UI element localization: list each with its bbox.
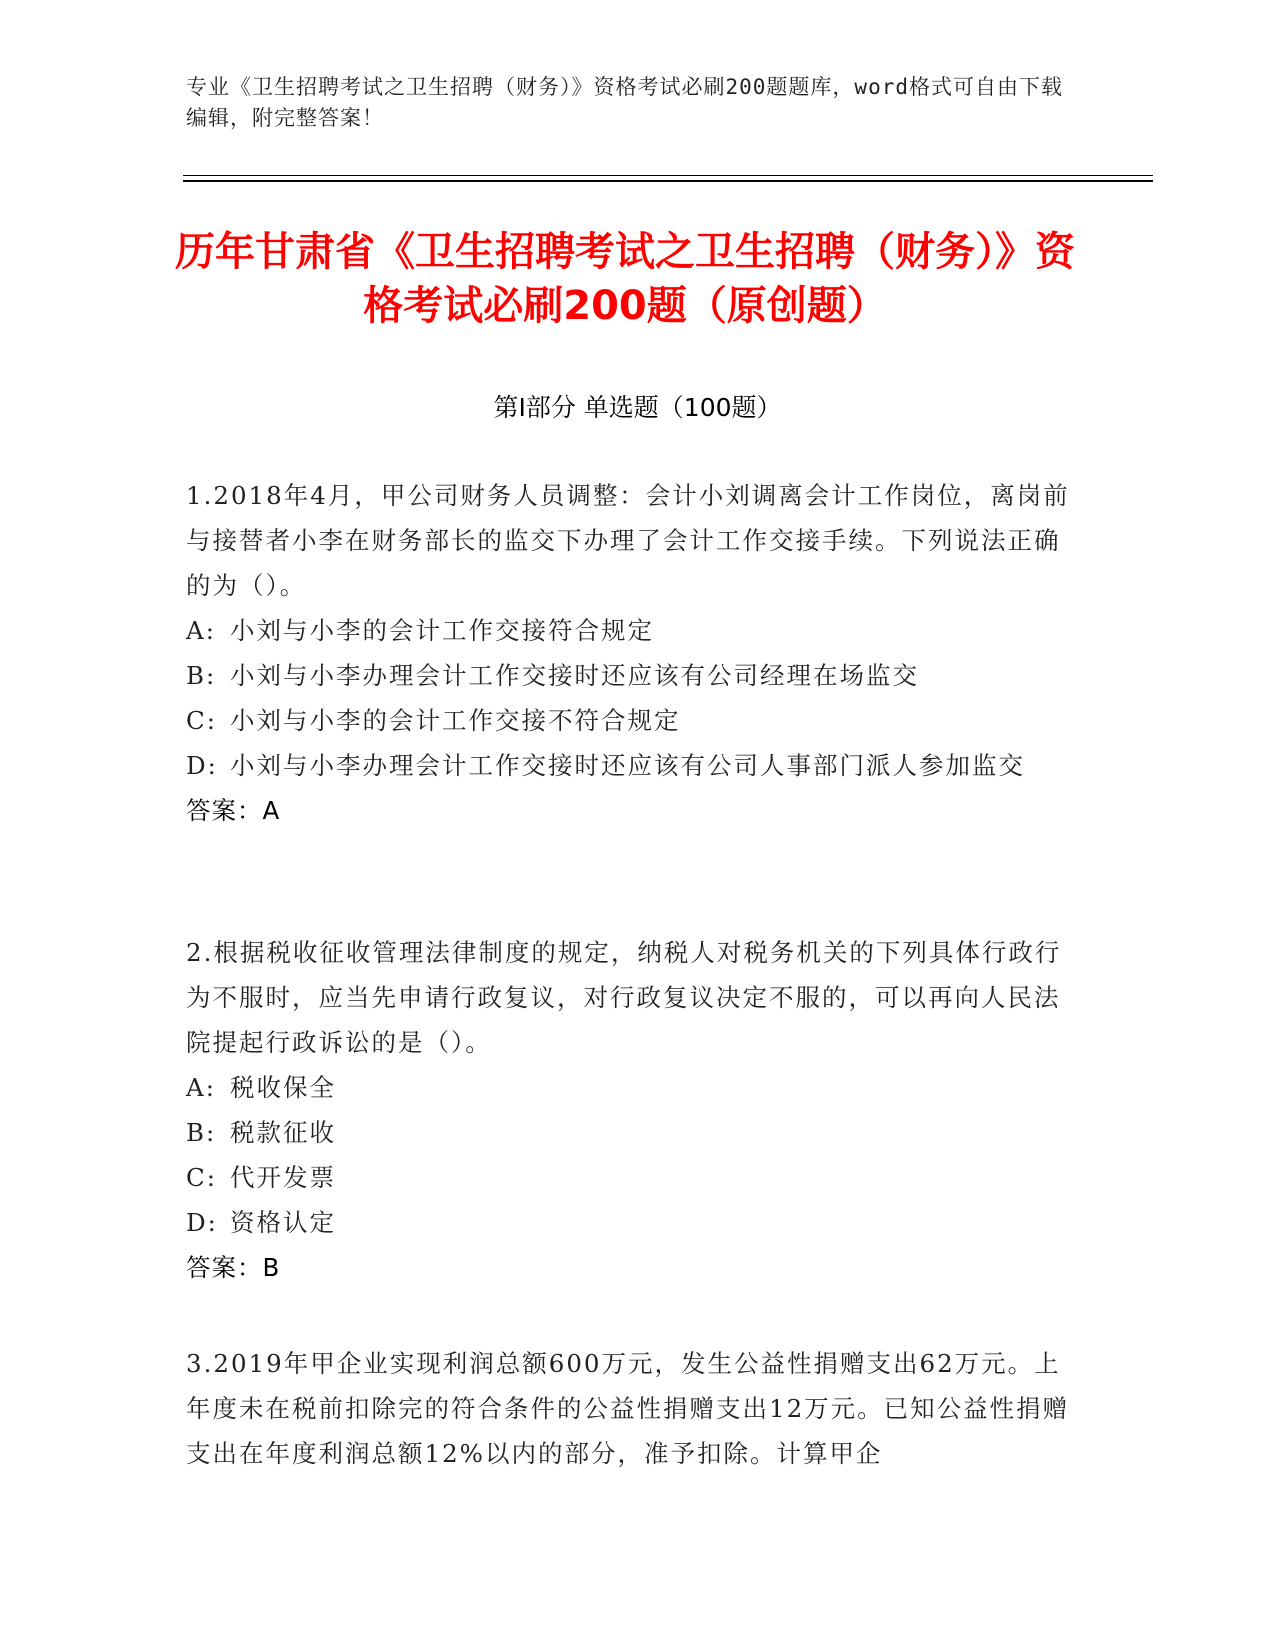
option-a [186, 1065, 1086, 1110]
option-label: D: [186, 751, 218, 780]
option-text: 小刘与小李的会计工作交接符合规定 [230, 616, 654, 645]
question-1 [186, 473, 1086, 833]
question-2 [186, 930, 1086, 1290]
question-stem: 2.根据税收征收管理法律制度的规定，纳税人对税务机关的下列具体行政行为不服时，应当先申请行政复议，对行政复议决定不服的，可以再向人民法院提起行政诉讼的是（）。 [186, 938, 1062, 1057]
option-label: C: [186, 706, 218, 735]
option-a [186, 608, 1086, 653]
option-text: 税款征收 [230, 1118, 336, 1147]
header-divider-thin [183, 175, 1153, 176]
option-text: 税收保全 [230, 1073, 336, 1102]
option-text: 代开发票 [230, 1163, 336, 1192]
option-text: 小刘与小李的会计工作交接不符合规定 [230, 706, 681, 735]
option-label: A: [186, 1073, 216, 1102]
question-3 [186, 1341, 1086, 1476]
answer: 答案：B [186, 1253, 281, 1282]
question-stem: 3.2019年甲企业实现利润总额600万元，发生公益性捐赠支出62万元。上年度未在税前扣除完的符合条件的公益性捐赠支出12万元。已知公益性捐赠支出在年度利润总额12%以内的部分，准予扣除。计算甲企 [186, 1349, 1070, 1468]
option-c [186, 698, 1086, 743]
option-label: B: [186, 1118, 217, 1147]
document-title: 历年甘肃省《卫生招聘考试之卫生招聘（财务）》资格考试必刷200题（原创题） [175, 229, 1075, 329]
option-d [186, 743, 1086, 788]
option-text: 小刘与小李办理会计工作交接时还应该有公司经理在场监交 [230, 661, 919, 690]
option-d [186, 1200, 1086, 1245]
header-note: 专业《卫生招聘考试之卫生招聘（财务）》资格考试必刷200题题库，word格式可自由下载编辑，附完整答案！ [186, 75, 1063, 130]
section-title: 第Ⅰ部分 单选题（100题） [493, 393, 782, 422]
option-b [186, 1110, 1086, 1155]
option-c [186, 1155, 1086, 1200]
option-label: C: [186, 1163, 218, 1192]
option-label: B: [186, 661, 217, 690]
answer: 答案：A [186, 796, 281, 825]
option-label: D: [186, 1208, 218, 1237]
option-label: A: [186, 616, 216, 645]
question-stem: 1.2018年4月，甲公司财务人员调整：会计小刘调离会计工作岗位，离岗前与接替者小李在财务部长的监交下办理了会计工作交接手续。下列说法正确的为（）。 [186, 481, 1070, 600]
option-b [186, 653, 1086, 698]
header-divider-thick [183, 180, 1153, 182]
option-text: 资格认定 [230, 1208, 336, 1237]
option-text: 小刘与小李办理会计工作交接时还应该有公司人事部门派人参加监交 [230, 751, 1025, 780]
